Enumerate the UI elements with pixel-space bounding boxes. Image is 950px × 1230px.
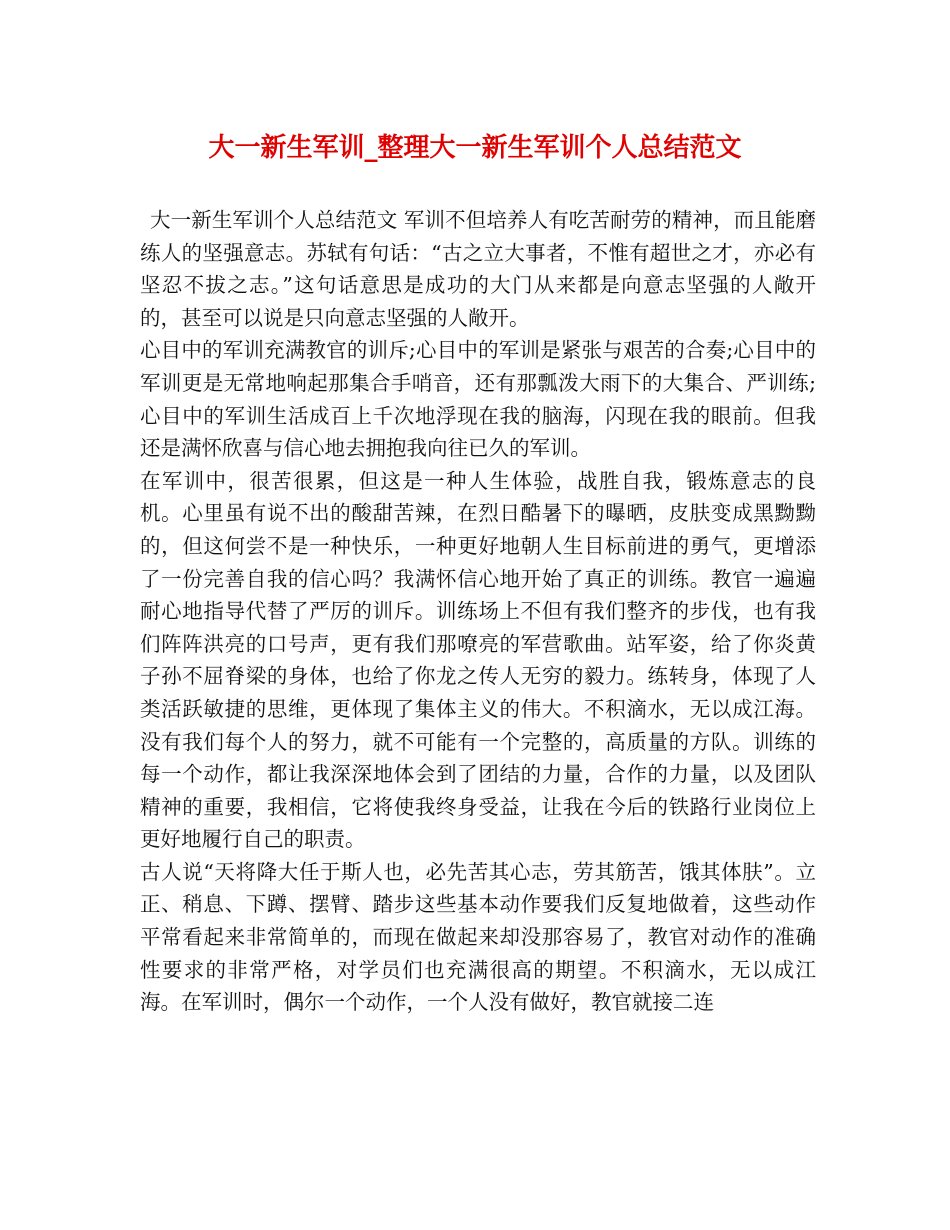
document-title: 大一新生军训_整理大一新生军训个人总结范文 xyxy=(208,133,742,163)
paragraph-3: 在军训中，很苦很累，但这是一种人生体验，战胜自我，锻炼意志的良机。心里虽有说不出的酸甜苦辣，在烈日酷暑下的曝晒，皮肤变成黑黝黝的，但这何尝不是一种快乐，一种更好地朝人生目标前进的勇气，更增添了一份完善自我的信心吗？我满怀信心地开始了真正的训练。教官一遍遍耐心地指导代替了严厉的训斥。训练场上不但有我们整齐的步伐，也有我们阵阵洪亮的口号声，更有我们那嘹亮的军营歌曲。站军姿，给了你炎黄子孙不屈脊梁的身体，也给了你龙之传人无穷的毅力。练转身，体现了人类活跃敏捷的思维，更体现了集体主义的伟大。不积滴水，无以成江海。没有我们每个人的努力，就不可能有一个完整的，高质量的方队。训练的每一个动作，都让我深深地体会到了团结的力量，合作的力量，以及团队精神的重要，我相信，它将使我终身受益，让我在今后的铁路行业岗位上更好地履行自己的职责。 xyxy=(140,468,816,852)
paragraph-1: 大一新生军训个人总结范文 军训不但培养人有吃苦耐劳的精神，而且能磨练人的坚强意志。苏轼有句话：“古之立大事者，不惟有超世之才，亦必有坚忍不拔之志。”这句话意思是成功的大门从来都是向意志坚强的人敞开的，甚至可以说是只向意志坚强的人敞开。 xyxy=(140,208,816,330)
paragraph-4: 古人说“天将降大任于斯人也，必先苦其心志，劳其筋苦，饿其体肤”。立正、稍息、下蹲、摆臂、踏步这些基本动作要我们反复地做着，这些动作平常看起来非常简单的，而现在做起来却没那容易了，教官对动作的准确性要求的非常严格，对学员们也充满很高的期望。不积滴水，无以成江海。在军训时，偶尔一个动作，一个人没有做好，教官就接二连 xyxy=(140,859,816,1015)
paragraph-2: 心目中的军训充满教官的训斥;心目中的军训是紧张与艰苦的合奏;心目中的军训更是无常地响起那集合手哨音，还有那瓢泼大雨下的大集合、严训练;心目中的军训生活成百上千次地浮现在我的脑海，闪现在我的眼前。但我还是满怀欣喜与信心地去拥抱我向往已久的军训。 xyxy=(140,338,816,461)
document-body xyxy=(140,204,816,1019)
